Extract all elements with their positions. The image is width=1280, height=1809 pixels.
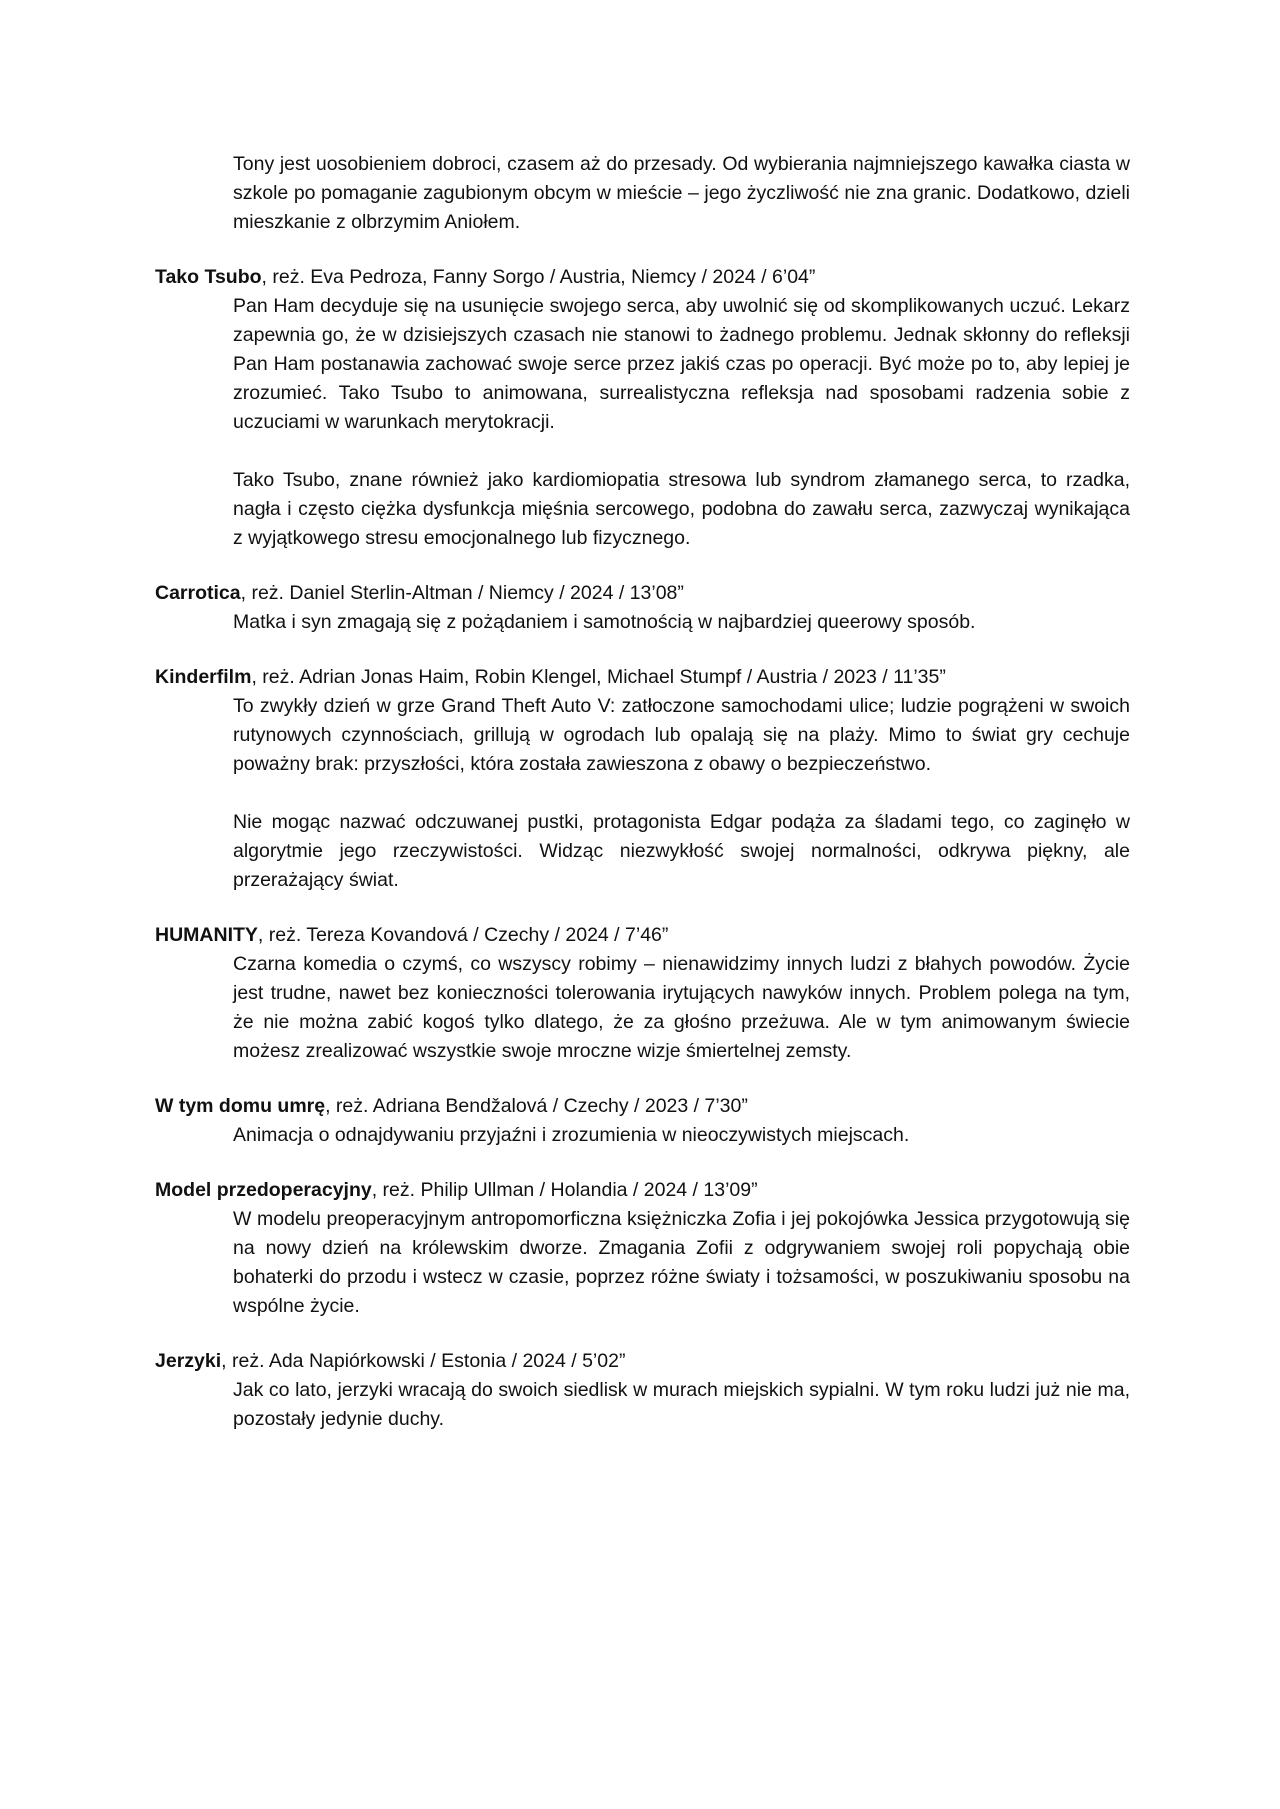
film-entry-tako-tsubo	[155, 263, 1130, 553]
film-credits: , reż. Adrian Jonas Haim, Robin Klengel, Michael Stumpf / Austria / 2023 / 11’35”	[251, 666, 946, 688]
film-title: Jerzyki	[155, 1350, 222, 1372]
film-paragraph: Nie mogąc nazwać odczuwanej pustki, protagonista Edgar podąża za śladami tego, co zaginęło w algorytmie jego rzeczywistości. Widząc niezwykłość swojej normalności, odkrywa piękny, ale przerażający świat.	[233, 811, 1130, 891]
film-heading	[155, 1092, 1130, 1121]
film-title: Model przedoperacyjny	[155, 1179, 372, 1201]
film-entry-carrotica	[155, 579, 1130, 637]
film-title: Kinderfilm	[155, 666, 252, 688]
film-paragraph: Jak co lato, jerzyki wracają do swoich siedlisk w murach miejskich sypialni. W tym roku ludzi już nie ma, pozostały jedynie duchy.	[233, 1379, 1130, 1430]
intro-paragraph: Tony jest uosobieniem dobroci, czasem aż do przesady. Od wybierania najmniejszego kawałka ciasta w szkole po pomaganie zagubionym obcym w mieście – jego życzliwość nie zna granic. Dodatkowo, dzieli mieszkanie z olbrzymim Aniołem.	[233, 153, 1130, 233]
film-title: Tako Tsubo	[155, 266, 262, 288]
film-title: W tym domu umrę	[155, 1095, 326, 1117]
film-entry-humanity	[155, 921, 1130, 1066]
film-credits: , reż. Adriana Bendžalová / Czechy / 2023 / 7’30”	[325, 1095, 748, 1117]
film-credits: , reż. Daniel Sterlin-Altman / Niemcy / 2024 / 13’08”	[240, 582, 684, 604]
film-description	[233, 292, 1130, 553]
film-credits: , reż. Ada Napiórkowski / Estonia / 2024 / 5’02”	[221, 1350, 626, 1372]
film-heading	[155, 263, 1130, 292]
film-paragraph: To zwykły dzień w grze Grand Theft Auto V: zatłoczone samochodami ulice; ludzie pogrążeni w swoich rutynowych czynnościach, grillują w ogrodach lub opalają się na plaży. Mimo to świat gry cechuje poważny brak: przyszłości, która została zawieszona z obawy o bezpieczeństwo.	[233, 695, 1130, 775]
film-entry-w-tym-domu-umre	[155, 1092, 1130, 1150]
film-paragraph: Matka i syn zmagają się z pożądaniem i samotnością w najbardziej queerowy sposób.	[233, 611, 976, 633]
film-paragraph: W modelu preoperacyjnym antropomorficzna księżniczka Zofia i jej pokojówka Jessica przygotowują się na nowy dzień na królewskim dworze. Zmagania Zofii z odgrywaniem swojej roli popychają obie bohaterki do przodu i wstecz w czasie, poprzez różne światy i tożsamości, w poszukiwaniu sposobu na wspólne życie.	[233, 1208, 1130, 1317]
intro-description	[233, 150, 1130, 237]
film-description	[233, 1121, 1130, 1150]
film-description	[233, 1376, 1130, 1434]
film-paragraph: Animacja o odnajdywaniu przyjaźni i zrozumienia w nieoczywistych miejscach.	[233, 1124, 910, 1146]
film-description	[233, 692, 1130, 895]
film-heading	[155, 1347, 1130, 1376]
film-paragraph: Czarna komedia o czymś, co wszyscy robimy – nienawidzimy innych ludzi z błahych powodów. Życie jest trudne, nawet bez konieczności tolerowania irytujących nawyków innych. Problem polega na tym, że nie można zabić kogoś tylko dlatego, że za głośno przeżuwa. Ale w tym animowanym świecie możesz zrealizować wszystkie swoje mroczne wizje śmiertelnej zemsty.	[233, 953, 1130, 1062]
film-title: HUMANITY	[155, 924, 258, 946]
film-credits: , reż. Tereza Kovandová / Czechy / 2024 / 7’46”	[257, 924, 669, 946]
film-credits: , reż. Philip Ullman / Holandia / 2024 / 13’09”	[371, 1179, 758, 1201]
film-title: Carrotica	[155, 582, 241, 604]
film-description	[233, 950, 1130, 1066]
film-entry-kinderfilm	[155, 663, 1130, 895]
film-entry-jerzyki	[155, 1347, 1130, 1434]
film-heading	[155, 1176, 1130, 1205]
film-description	[233, 608, 1130, 637]
film-paragraph: Tako Tsubo, znane również jako kardiomiopatia stresowa lub syndrom złamanego serca, to rzadka, nagła i często ciężka dysfunkcja mięśnia sercowego, podobna do zawału serca, zazwyczaj wynikająca z wyjątkowego stresu emocjonalnego lub fizycznego.	[233, 469, 1130, 549]
film-paragraph: Pan Ham decyduje się na usunięcie swojego serca, aby uwolnić się od skomplikowanych uczuć. Lekarz zapewnia go, że w dzisiejszych czasach nie stanowi to żadnego problemu. Jednak skłonny do refleksji Pan Ham postanawia zachować swoje serce przez jakiś czas po operacji. Być może po to, aby lepiej je zrozumieć. Tako Tsubo to animowana, surrealistyczna refleksja nad sposobami radzenia sobie z uczuciami w warunkach merytokracji.	[233, 295, 1130, 433]
film-entry-model-przedoperacyjny	[155, 1176, 1130, 1321]
film-heading	[155, 579, 1130, 608]
film-description	[233, 1205, 1130, 1321]
film-credits: , reż. Eva Pedroza, Fanny Sorgo / Austria, Niemcy / 2024 / 6’04”	[261, 266, 816, 288]
film-heading	[155, 921, 1130, 950]
film-heading	[155, 663, 1130, 692]
